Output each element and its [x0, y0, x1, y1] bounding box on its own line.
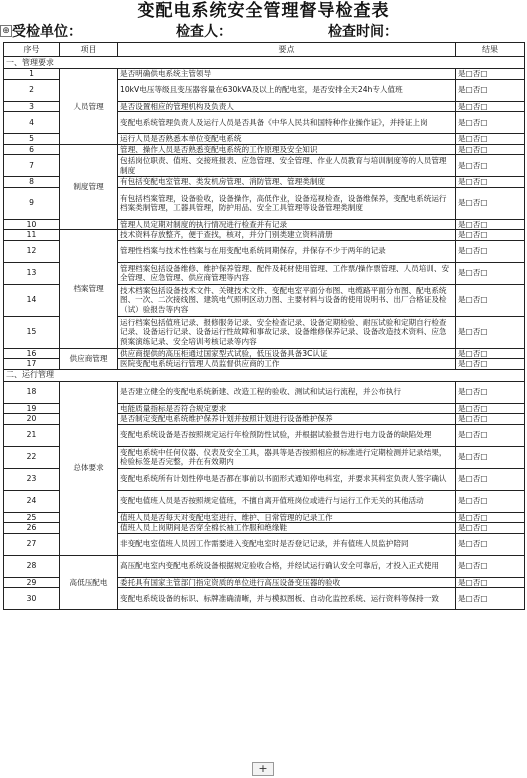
check-point: 变配电系统管理负责人及运行人员是否具备《中华人民共和国特种作业操作证》，并持证上岗 — [118, 112, 456, 134]
row-number: 9 — [4, 187, 60, 219]
result-checkbox[interactable]: 是□否□ — [456, 533, 525, 555]
row-number: 1 — [4, 69, 60, 80]
result-checkbox[interactable]: 是□否□ — [456, 468, 525, 490]
check-point: 管理、操作人员是否熟悉变配电系统的工作原理及安全知识 — [118, 144, 456, 155]
row-number: 17 — [4, 359, 60, 370]
section-title: 一、管理要求 — [4, 57, 525, 69]
result-checkbox[interactable]: 是□否□ — [456, 555, 525, 577]
result-checkbox[interactable]: 是□否□ — [456, 577, 525, 588]
table-move-handle-icon[interactable]: ⊕ — [0, 25, 12, 37]
check-point: 电能质量指标是否符合规定要求 — [118, 403, 456, 414]
check-point: 供应商提供的高压柜通过国家型式试验，低压设备具备3C认证 — [118, 348, 456, 359]
row-number: 15 — [4, 316, 60, 348]
table-row — [4, 381, 525, 403]
category-cell: 总体要求 — [60, 381, 118, 555]
row-number: 16 — [4, 348, 60, 359]
result-checkbox[interactable]: 是□否□ — [456, 359, 525, 370]
check-point: 有包括变配电室管理、类发机房管理、消防管理、管理类制度 — [118, 177, 456, 188]
table-row — [4, 144, 525, 155]
check-point: 管理性档案与技术性档案与在用变配电系统同期保存，并保存不少于两年的记录 — [118, 240, 456, 262]
check-point: 变配电系统设备的标识、标牌准确清晰，并与模拟图板、自动化监控系统、运行资料等保持一致 — [118, 588, 456, 610]
inspection-time-label: 检查时间： — [328, 24, 398, 40]
check-point: 是否明确供电系统主管领导 — [118, 69, 456, 80]
row-number: 25 — [4, 512, 60, 523]
result-checkbox[interactable]: 是□否□ — [456, 316, 525, 348]
table-row — [4, 230, 525, 241]
row-number: 29 — [4, 577, 60, 588]
result-checkbox[interactable]: 是□否□ — [456, 230, 525, 241]
row-number: 3 — [4, 101, 60, 112]
section-row — [4, 57, 525, 69]
result-checkbox[interactable]: 是□否□ — [456, 240, 525, 262]
check-point: 技术资料存放整齐，便于查找，核对，并分门别类建立资料清册 — [118, 230, 456, 241]
check-point: 医院变配电系统运行管理人员监督供应商的工作 — [118, 359, 456, 370]
check-point: 运行人员是否熟悉本单位变配电系统 — [118, 134, 456, 145]
row-number: 18 — [4, 381, 60, 403]
row-number: 30 — [4, 588, 60, 610]
row-number: 7 — [4, 155, 60, 177]
result-checkbox[interactable]: 是□否□ — [456, 348, 525, 359]
row-number: 19 — [4, 403, 60, 414]
row-number: 6 — [4, 144, 60, 155]
row-number: 23 — [4, 468, 60, 490]
row-number: 5 — [4, 134, 60, 145]
row-number: 12 — [4, 240, 60, 262]
header-seq: 序号 — [4, 43, 60, 57]
row-number: 8 — [4, 177, 60, 188]
table-row — [4, 69, 525, 80]
row-number: 2 — [4, 79, 60, 101]
header-info — [0, 22, 527, 42]
row-number: 26 — [4, 523, 60, 534]
check-point: 变配电系统所有计划性停电是否都在事前以书面形式通知停电科室，并要求其科室负责人签字确认 — [118, 468, 456, 490]
row-number: 21 — [4, 424, 60, 446]
header-item: 项目 — [60, 43, 118, 57]
header-result: 结果 — [456, 43, 525, 57]
check-point: 是否制定变配电系统维护保养计划并按照计划进行设备维护保养 — [118, 414, 456, 425]
result-checkbox[interactable]: 是□否□ — [456, 79, 525, 101]
document-title: 变配电系统安全管理督导检查表 — [137, 1, 390, 21]
result-checkbox[interactable]: 是□否□ — [456, 69, 525, 80]
result-checkbox[interactable]: 是□否□ — [456, 403, 525, 414]
row-number: 11 — [4, 230, 60, 241]
result-checkbox[interactable]: 是□否□ — [456, 414, 525, 425]
result-checkbox[interactable]: 是□否□ — [456, 155, 525, 177]
result-checkbox[interactable]: 是□否□ — [456, 187, 525, 219]
inspection-table — [3, 42, 525, 610]
check-point: 是否设置相应的管理机构及负责人 — [118, 101, 456, 112]
result-checkbox[interactable]: 是□否□ — [456, 523, 525, 534]
check-point: 管理档案包括设备维修、维护保养管理、配件及耗材使用管理、工作票/操作票管理、人员培训、安全管理、应急管理、供应商管理等内容 — [118, 262, 456, 284]
check-point: 高压配电室内变配电系统设备根据规定验收合格，并经试运行确认安全可靠后，才投入正式使用 — [118, 555, 456, 577]
check-point: 10kV电压等级且变压器容量在630kVA及以上的配电室，是否安排全天24h专人值班 — [118, 79, 456, 101]
check-point: 管理人员定期对制度的执行情况进行检查并有记录 — [118, 219, 456, 230]
result-checkbox[interactable]: 是□否□ — [456, 262, 525, 284]
add-row-button[interactable]: + — [252, 762, 274, 776]
category-cell: 制度管理 — [60, 144, 118, 230]
row-number: 14 — [4, 284, 60, 316]
inspector-label: 检查人： — [176, 24, 232, 40]
row-number: 4 — [4, 112, 60, 134]
result-checkbox[interactable]: 是□否□ — [456, 112, 525, 134]
table-row — [4, 555, 525, 577]
check-point: 变配电系统中任何仪器、仪表及安全工具，器具等是否按照相应的标准进行定期检测并记录结果，检验标签是否完整，并在有效期内 — [118, 446, 456, 468]
row-number: 28 — [4, 555, 60, 577]
section-title: 二、运行管理 — [4, 369, 525, 381]
category-cell: 人员管理 — [60, 69, 118, 145]
check-point: 是否建立健全的变配电系统新建、改造工程的验收、测试和试运行流程，并公布执行 — [118, 381, 456, 403]
result-checkbox[interactable]: 是□否□ — [456, 177, 525, 188]
category-cell: 供应商管理 — [60, 348, 118, 369]
check-point: 有包括档案管理，设备验收，设备操作，高低作业，设备巡视检查，设备维保养，变配电系统运行档案类制管理，工器具管理，防护用品、安全工具管理等设备管理类制度 — [118, 187, 456, 219]
check-point: 值班人员是否每天对变配电室进行、维护、日常管理的记录工作 — [118, 512, 456, 523]
check-point: 非变配电室值班人员因工作需要进入变配电室时是否登记记录，并有值班人员监护陪同 — [118, 533, 456, 555]
check-point: 变配电系统设备是否按照规定运行年检预防性试验，并根据试验报告进行电力设备的缺陷处理 — [118, 424, 456, 446]
check-point: 技术档案包括设备技术文件、关键技术文件、变配电室平面分布图、电缆路平面分布图、配电系统图、一次、二次接线图、建筑电气照明区动力图、主要材料与设备的使用说明书、出厂合格证及检（试）验报告等内容 — [118, 284, 456, 316]
row-number: 22 — [4, 446, 60, 468]
row-number: 10 — [4, 219, 60, 230]
section-row — [4, 369, 525, 381]
result-checkbox[interactable]: 是□否□ — [456, 101, 525, 112]
result-checkbox[interactable]: 是□否□ — [456, 134, 525, 145]
category-cell: 档案管理 — [60, 230, 118, 349]
result-checkbox[interactable]: 是□否□ — [456, 424, 525, 446]
check-point: 变配电值班人员是否按照规定值班，不擅自离开值班岗位或进行与运行工作无关的其他活动 — [118, 490, 456, 512]
table-body — [4, 57, 525, 610]
table-row — [4, 348, 525, 359]
category-cell: 高低压配电 — [60, 555, 118, 610]
result-checkbox[interactable]: 是□否□ — [456, 512, 525, 523]
row-number: 20 — [4, 414, 60, 425]
check-point: 值班人员上岗期间是否穿全棉长袖工作服和绝缘鞋 — [118, 523, 456, 534]
result-checkbox[interactable]: 是□否□ — [456, 381, 525, 403]
result-checkbox[interactable]: 是□否□ — [456, 284, 525, 316]
row-number: 13 — [4, 262, 60, 284]
check-point: 运行档案包括值班记录、报修服务记录、安全检查记录、设备定期检验、耐压试验和定期自行检查记录、设备运行记录、设备运行性故障和事故记录、设备维修保养记录、设备改造技术资料、应急预案演练记录、安全培训考核记录等内容 — [118, 316, 456, 348]
inspected-unit-label: 受检单位： — [12, 24, 82, 40]
row-number: 27 — [4, 533, 60, 555]
check-point: 包括岗位职责、值班、交接班报表、应急管理、安全管理、作业人员教育与培训制度等的人员管理制度 — [118, 155, 456, 177]
result-checkbox[interactable]: 是□否□ — [456, 446, 525, 468]
result-checkbox[interactable]: 是□否□ — [456, 490, 525, 512]
header-point: 要点 — [118, 43, 456, 57]
result-checkbox[interactable]: 是□否□ — [456, 588, 525, 610]
result-checkbox[interactable]: 是□否□ — [456, 219, 525, 230]
check-point: 委托具有国家主管部门指定资质的单位进行高压设备变压器的验收 — [118, 577, 456, 588]
row-number: 24 — [4, 490, 60, 512]
table-header-row — [4, 43, 525, 57]
result-checkbox[interactable]: 是□否□ — [456, 144, 525, 155]
